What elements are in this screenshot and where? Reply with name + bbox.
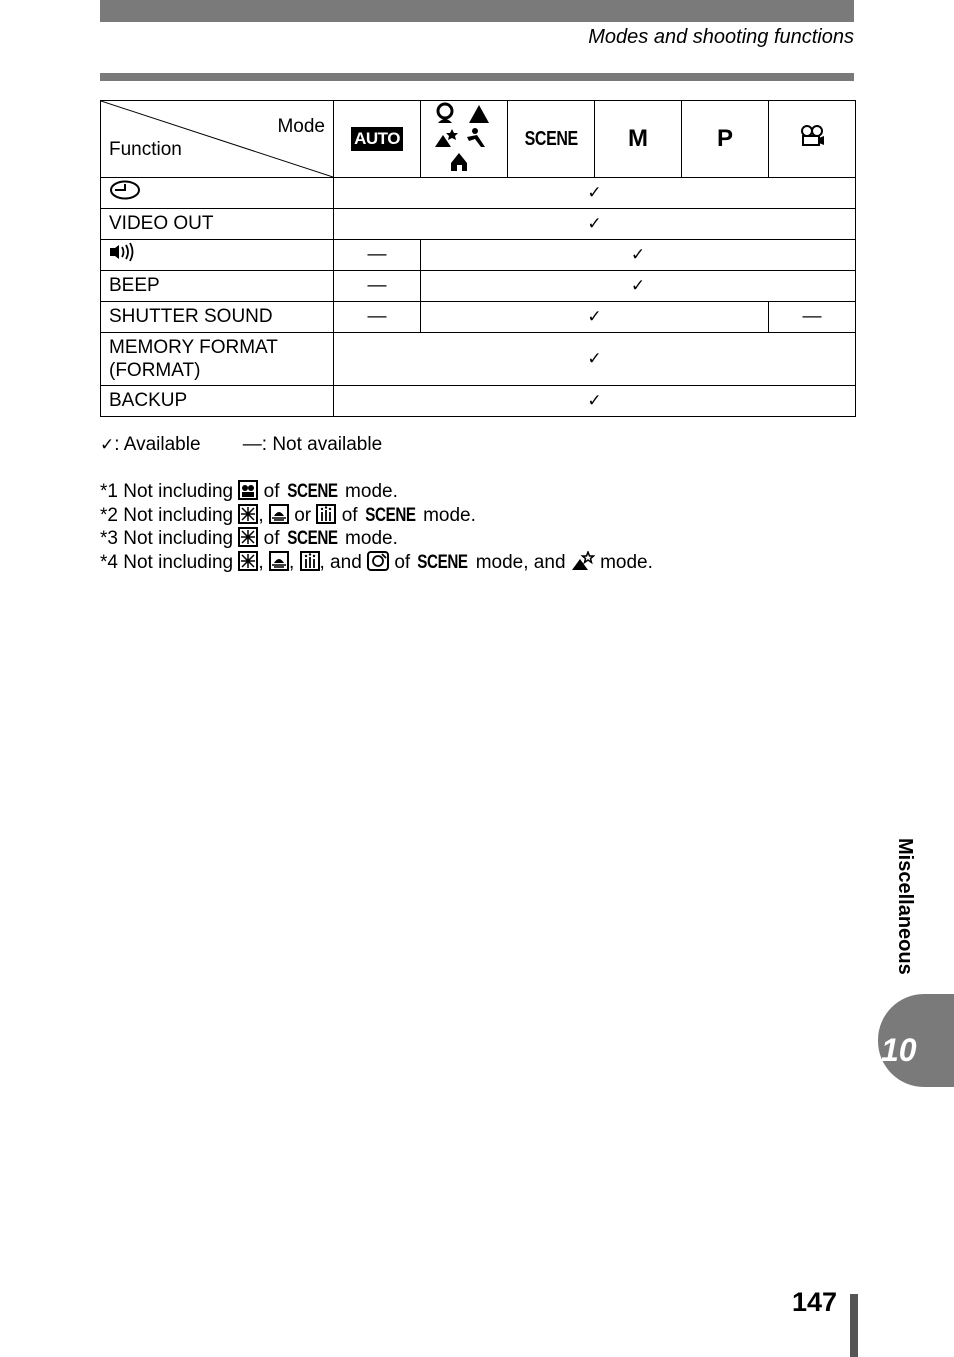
corner-cell	[101, 101, 334, 178]
auto-mode-icon: AUTO	[351, 127, 403, 151]
legend-not-available: : Not available	[261, 434, 383, 455]
row-beep-auto: —	[334, 271, 421, 302]
row-shutter-sound-movie: —	[769, 302, 856, 333]
row-volume-label	[101, 240, 334, 271]
row-shutter-sound-auto: —	[334, 302, 421, 333]
speaker-volume-icon	[109, 242, 137, 262]
self-portrait-icon	[367, 551, 389, 571]
movie-camera-icon	[799, 125, 825, 147]
footnote-3: *3 Not including of SCENE mode.	[100, 528, 398, 549]
legend	[100, 434, 382, 456]
row-backup-value: ✓	[334, 386, 856, 417]
candle-icon	[300, 551, 320, 571]
page-number: 147	[792, 1287, 838, 1317]
row-beep-value: ✓	[421, 271, 856, 302]
row-volume-value: ✓	[421, 240, 856, 271]
sunset-icon	[269, 504, 289, 524]
table-row-beep	[101, 271, 856, 302]
footnote-1: *1 Not including of SCENE mode.	[100, 481, 398, 502]
row-beep-label: BEEP	[101, 271, 334, 302]
row-clock-value: ✓	[334, 178, 856, 209]
table-row-volume	[101, 240, 856, 271]
legend-available: : Available	[114, 434, 201, 455]
fireworks-icon	[238, 551, 258, 571]
portrait-scene-icon	[238, 480, 258, 500]
corner-mode-label: Mode	[277, 116, 325, 137]
night-scene-icon	[571, 551, 595, 571]
legend-check-mark: ✓	[100, 435, 115, 455]
col-scene-group	[421, 101, 508, 178]
clock-icon	[109, 180, 141, 200]
row-video-out-label: VIDEO OUT	[101, 209, 334, 240]
scene-group-icon	[433, 101, 495, 171]
row-memory-format-label: MEMORY FORMAT (FORMAT)	[101, 333, 334, 386]
row-memory-format-value: ✓	[334, 333, 856, 386]
row-volume-auto: —	[334, 240, 421, 271]
corner-function-label: Function	[109, 139, 182, 160]
col-p	[682, 101, 769, 178]
col-auto	[334, 101, 421, 178]
row-shutter-sound-label: SHUTTER SOUND	[101, 302, 334, 333]
scene-mode-label: SCENE	[524, 127, 578, 150]
row-clock-label	[101, 178, 334, 209]
table-header-row	[101, 101, 856, 178]
m-mode-label: M	[628, 125, 648, 152]
section-label: Miscellaneous	[894, 838, 916, 975]
fireworks-icon	[238, 504, 258, 524]
mode-function-table	[100, 100, 856, 417]
header-rule	[100, 73, 854, 81]
table-row-video-out	[101, 209, 856, 240]
sunset-icon	[269, 551, 289, 571]
footnotes	[100, 480, 653, 574]
fireworks-icon	[238, 527, 258, 547]
row-backup-label: BACKUP	[101, 386, 334, 417]
table-row-memory-format	[101, 333, 856, 386]
page-bar	[850, 1294, 858, 1357]
table-row-clock	[101, 178, 856, 209]
col-scene	[508, 101, 595, 178]
header-title: Modes and shooting functions	[588, 26, 854, 48]
top-bar	[100, 0, 854, 22]
p-mode-label: P	[716, 125, 733, 152]
footnote-2: *2 Not including , or of SCENE mode.	[100, 504, 476, 526]
col-movie	[769, 101, 856, 178]
chapter-number: 10	[881, 1032, 917, 1068]
legend-dash-mark: —	[242, 434, 262, 455]
table-row-shutter-sound	[101, 302, 856, 333]
row-shutter-sound-value: ✓	[421, 302, 769, 333]
col-m	[595, 101, 682, 178]
row-video-out-value: ✓	[334, 209, 856, 240]
candle-icon	[316, 504, 336, 524]
table-row-backup	[101, 386, 856, 417]
footnote-4: *4 Not including , , , and of SCENE mode, and mode.	[100, 551, 653, 573]
